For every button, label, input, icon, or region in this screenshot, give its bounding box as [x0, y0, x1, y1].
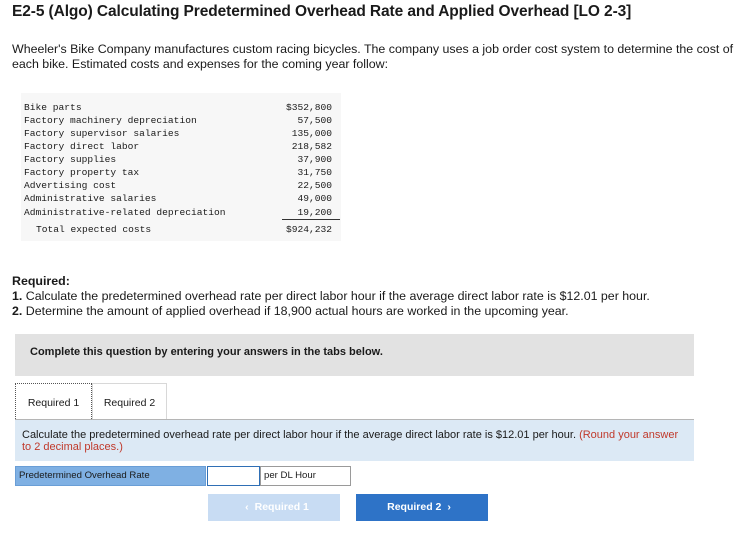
cost-row [21, 102, 341, 115]
question-prompt: Calculate the predetermined overhead rate per direct labor hour if the average direct labor rate is $12.01 per hour. [22, 429, 576, 441]
cost-table [21, 93, 341, 241]
unit-label: per DL Hour [260, 466, 351, 486]
cost-row [21, 128, 341, 141]
cost-value: 135,000 [291, 128, 332, 139]
instruction-text: Complete this question by entering your answers in the tabs below. [30, 346, 383, 358]
cost-value: 57,500 [297, 115, 332, 126]
required-item-number: 1. [12, 289, 23, 303]
required-item-text: Calculate the predetermined overhead rate per direct labor hour if the average direct labor rate is $12.01 per hour. [25, 289, 650, 303]
chevron-right-icon: › [447, 501, 451, 513]
overhead-rate-input[interactable] [207, 466, 260, 486]
tab-required-2[interactable] [92, 383, 167, 419]
required-list [12, 289, 650, 318]
overhead-rate-label: Predetermined Overhead Rate [15, 466, 206, 486]
question-text [22, 429, 687, 453]
instruction-box [15, 334, 694, 376]
page-title: E2-5 (Algo) Calculating Predetermined Overhead Rate and Applied Overhead [LO 2-3] [12, 3, 632, 20]
tab-required-1[interactable] [15, 383, 92, 419]
cost-label: Factory machinery depreciation [24, 115, 197, 126]
chevron-left-icon: ‹ [245, 501, 249, 513]
cost-row [21, 167, 341, 180]
cost-value: $352,800 [285, 102, 332, 113]
required-item [12, 289, 650, 304]
cost-value: 19,200 [297, 207, 332, 218]
cost-value: 37,900 [297, 154, 332, 165]
prev-required-button[interactable] [208, 494, 340, 521]
cost-value: 22,500 [297, 180, 332, 191]
cost-label: Factory property tax [24, 167, 140, 178]
required-item-text: Determine the amount of applied overhead if 18,900 actual hours are worked in the upcoming year. [25, 303, 569, 318]
cost-row [21, 115, 341, 128]
cost-row [21, 180, 341, 193]
rounding-note: (Round your answer to 2 decimal places.) [22, 429, 679, 453]
tab-label: Required 1 [27, 397, 80, 409]
next-required-button[interactable] [356, 494, 488, 521]
subtotal-rule [282, 219, 340, 220]
cost-value: 218,582 [291, 141, 332, 152]
total-label: Total expected costs [36, 224, 152, 235]
cost-label: Factory supplies [24, 154, 117, 165]
total-value: $924,232 [285, 224, 332, 235]
required-item-number: 2. [12, 303, 23, 318]
required-item [12, 304, 650, 319]
cost-label: Factory direct labor [24, 141, 140, 152]
question-box [15, 420, 694, 461]
cost-row [21, 141, 341, 154]
cost-label: Administrative salaries [24, 193, 157, 204]
tab-label: Required 2 [103, 397, 156, 409]
prev-button-label: Required 1 [254, 501, 309, 513]
cost-row [21, 154, 341, 167]
required-heading: Required: [12, 274, 70, 288]
problem-intro: Wheeler's Bike Company manufactures custom racing bicycles. The company uses a job order cost system to determine the cost of each bike. Estimated costs and expenses for the coming year follow: [12, 42, 734, 71]
cost-label: Factory supervisor salaries [24, 128, 180, 139]
cost-label: Administrative-related depreciation [24, 207, 226, 218]
cost-value: 49,000 [297, 193, 332, 204]
cost-row [21, 193, 341, 206]
cost-label: Bike parts [24, 102, 82, 113]
cost-label: Advertising cost [24, 180, 117, 191]
cost-value: 31,750 [297, 167, 332, 178]
next-button-label: Required 2 [387, 501, 442, 513]
total-row [21, 224, 341, 237]
